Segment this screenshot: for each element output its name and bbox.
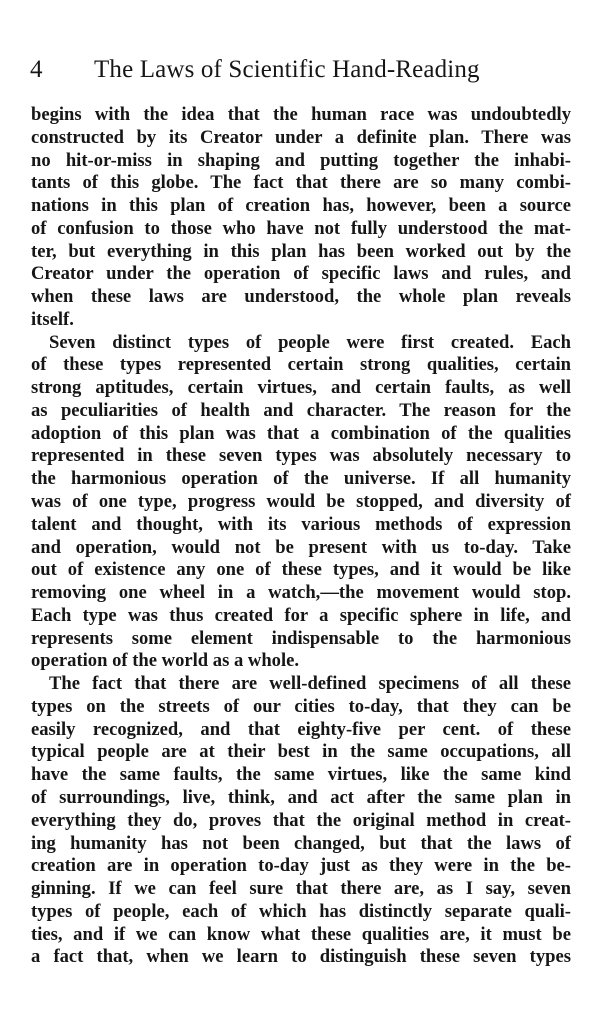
text-line: as peculiarities of health and character. The reason for the xyxy=(31,399,571,421)
text-line: itself. xyxy=(31,308,74,330)
text-line: operation of the world as a whole. xyxy=(31,650,300,672)
text-line: Creator under the operation of specific laws and rules, and xyxy=(31,263,571,285)
page-number: 4 xyxy=(30,56,43,83)
text-line: types on the streets of our cities to-day, that they can be xyxy=(31,695,571,717)
text-line: out of existence any one of these types, and it would be like xyxy=(31,559,571,581)
text-line: types of people, each of which has distinctly separate quali- xyxy=(31,900,571,922)
text-line: of these types represented certain strong qualities, certain xyxy=(31,354,571,376)
text-line: ter, but everything in this plan has been worked out by the xyxy=(31,240,571,262)
paragraph-2 xyxy=(31,332,571,673)
paragraph-3 xyxy=(31,673,571,969)
text-line: of confusion to those who have not fully understood the mat- xyxy=(31,217,571,239)
text-line: a fact that, when we learn to distinguish these seven types xyxy=(31,946,571,968)
page-header xyxy=(30,52,570,88)
text-line: and operation, would not be present with us to-day. Take xyxy=(31,536,571,558)
text-line: strong aptitudes, certain virtues, and certain faults, as well xyxy=(31,377,571,399)
text-line: talent and thought, with its various methods of expression xyxy=(31,513,571,535)
text-line: represented in these seven types was absolutely necessary to xyxy=(31,445,571,467)
text-line: ing humanity has not been changed, but that the laws of xyxy=(31,832,571,854)
body-text xyxy=(31,104,571,969)
text-line: of surroundings, live, think, and act after the same plan in xyxy=(31,786,571,808)
text-line: creation are in operation to-day just as they were in the be- xyxy=(31,855,571,877)
text-line: Each type was thus created for a specific sphere in life, and xyxy=(31,604,571,626)
text-line: ginning. If we can feel sure that there are, as I say, seven xyxy=(31,878,571,900)
text-line: ties, and if we can know what these qualities are, it must be xyxy=(31,923,571,945)
text-line: everything they do, proves that the original method in creat- xyxy=(31,809,571,831)
text-line: begins with the idea that the human race was undoubtedly xyxy=(31,104,571,125)
text-line: have the same faults, the same virtues, like the same kind xyxy=(31,764,571,786)
running-title: The Laws of Scientific Hand-Reading xyxy=(94,56,480,83)
text-line: represents some element indispensable to the harmonious xyxy=(31,627,571,649)
text-line: tants of this globe. The fact that there are so many combi- xyxy=(31,172,571,194)
text-line: adoption of this plan was that a combination of the qualities xyxy=(31,422,571,444)
text-line: the harmonious operation of the universe. If all humanity xyxy=(31,468,571,490)
text-line: nations in this plan of creation has, however, been a source xyxy=(31,195,571,217)
text-line: no hit-or-miss in shaping and putting together the inhabi- xyxy=(31,149,571,171)
text-line: removing one wheel in a watch,—the movement would stop. xyxy=(31,582,571,604)
paragraph-1 xyxy=(31,104,571,332)
text-line: typical people are at their best in the same occupations, all xyxy=(31,741,571,763)
text-line: constructed by its Creator under a definite plan. There was xyxy=(31,126,571,148)
text-line: easily recognized, and that eighty-five per cent. of these xyxy=(31,718,571,740)
text-line: was of one type, progress would be stopped, and diversity of xyxy=(31,491,571,513)
text-line: when these laws are understood, the whole plan reveals xyxy=(31,286,571,308)
text-line: The fact that there are well-defined specimens of all these xyxy=(49,673,571,695)
text-line: Seven distinct types of people were first created. Each xyxy=(49,331,571,353)
